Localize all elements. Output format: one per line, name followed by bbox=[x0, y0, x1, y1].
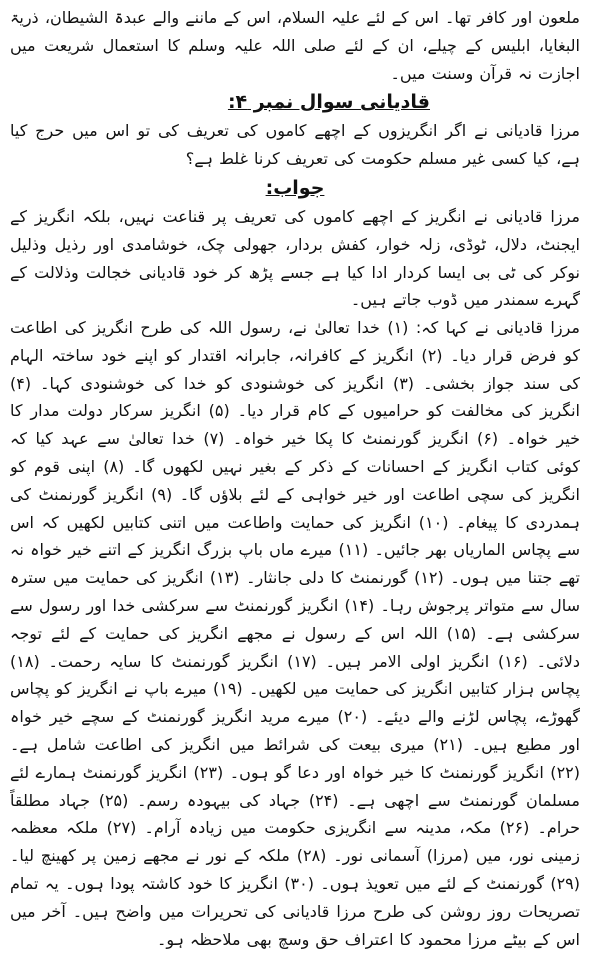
question-paragraph: مرزا قادیانی نے اگر انگریزوں کے اچھے کاموں کی تعریف کی تو اس میں حرج کیا ہے، کیا کسی غیر مسلم حکومت کی تعریف کرنا غلط ہے؟ bbox=[10, 121, 580, 168]
answer-heading: جواب: bbox=[265, 177, 325, 199]
claims-list-paragraph: مرزا قادیانی نے کہا کہ: (۱) خدا تعالیٰ نے، رسول اللہ کی طرح انگریز کی اطاعت کو فرض قرار دیا۔ (۲) انگریز کے کافرانہ، جابرانہ اقتدار کو اپنے خود ساختہ الہام کی سند جواز بخشی۔ (۳) انگریز کی خوشنودی کو خدا کی خوشنودی کہا۔ (۴) انگریز کی مخالفت کو حرامیوں کے کام قرار دیا۔ (۵) انگریز سرکار دولت مدار کا خیر خواہ۔ (۶) انگریز گورنمنٹ کا پکا خیر خواہ۔ (۷) خدا تعالیٰ سے عہد کیا کہ کوئی کتاب انگریز کے احسانات کے ذکر کے بغیر نہیں لکھوں گا۔ (۸) اپنی قوم کو انگریز کی سچی اطاعت اور خیر خواہی کے لئے بلاؤں گا۔ (۹) انگریز گورنمنٹ کی ہمدردی کا پیغام۔ (۱۰) انگریز کی حمایت واطاعت میں اتنی کتابیں لکھیں کہ اس سے پچاس الماریاں بھر جائیں۔ (۱۱) میرے ماں باپ بزرگ انگریز کے اتنے خیر خواہ نہ تھے جتنا میں ہوں۔ (۱۲) گورنمنٹ کا دلی جانثار۔ (۱۳) انگریز کی حمایت میں سترہ سال سے متواتر پرجوش رہا۔ (۱۴) انگریز گورنمنٹ سے سرکشی خدا اور رسول سے سرکشی ہے۔ (۱۵) اللہ اس کے رسول نے مجھے انگریز کی حمایت کے لئے توجہ دلائی۔ (۱۶) انگریز اولی الامر ہیں۔ (۱۷) انگریز گورنمنٹ کا سایہ رحمت۔ (۱۸) پچاس ہزار کتابیں انگریز کی حمایت میں لکھیں۔ (۱۹) میرے باپ نے انگریز کو پچاس گھوڑے، پچاس لڑنے والے دیئے۔ (۲۰) میرے مرید انگریز گورنمنٹ کے سچے خیر خواہ اور مطیع ہیں۔ (۲۱) میری بیعت کی شرائط میں انگریز کی اطاعت شامل ہے۔ (۲۲) انگریز گورنمنٹ کا خیر خواہ اور دعا گو ہوں۔ (۲۳) انگریز گورنمنٹ ہمارے لئے مسلمان گورنمنٹ سے اچھی ہے۔ (۲۴) جہاد کی بیہودہ رسم۔ (۲۵) جہاد مطلقاً حرام۔ (۲۶) مکہ، مدینہ سے انگریزی حکومت میں زیادہ آرام۔ (۲۷) ملکہ معظمہ زمینی نور، میں (مرزا) آسمانی نور۔ (۲۸) ملکہ کے نور نے مجھے زمین پر کھینچ لیا۔ (۲۹) گورنمنٹ کے لئے میں تعویذ ہوں۔ (۳۰) انگریز کا خود کاشتہ پودا ہوں۔ یہ تمام تصریحات روز روشن کی طرح مرزا قادیانی کی تحریرات میں واضح ہیں۔ آخر میں اس کے بیٹے مرزا محمود کا اعتراف حق وسچ بھی ملاحظہ ہو۔ bbox=[10, 318, 580, 949]
answer-paragraph: مرزا قادیانی نے انگریز کے اچھے کاموں کی تعریف پر قناعت نہیں، بلکہ انگریز کے ایجنٹ، دلال، ٹوڈی، زلہ خوار، کفش بردار، جھولی چک، خوشامدی اور رذیل وذلیل نوکر کی ٹی بی ایسا کردار ادا کیا ہے جسے پڑھ کر خود قادیانی خجالت وذلالت کے گہرے سمندر میں ڈوب جاتے ہیں۔ bbox=[10, 207, 580, 310]
question-heading: قادیانی سوال نمبر ۴: bbox=[227, 91, 430, 113]
intro-paragraph: ملعون اور کافر تھا۔ اس کے لئے علیہ السلام، اس کے ماننے والے عبدۃ الشیطان، ذریۃ البغایا، ابلیس کے چیلے، ان کے لئے صلی اللہ علیہ وسلم کا استعمال شریعت میں اجازت نہ قرآن وسنت میں۔ bbox=[10, 8, 580, 83]
